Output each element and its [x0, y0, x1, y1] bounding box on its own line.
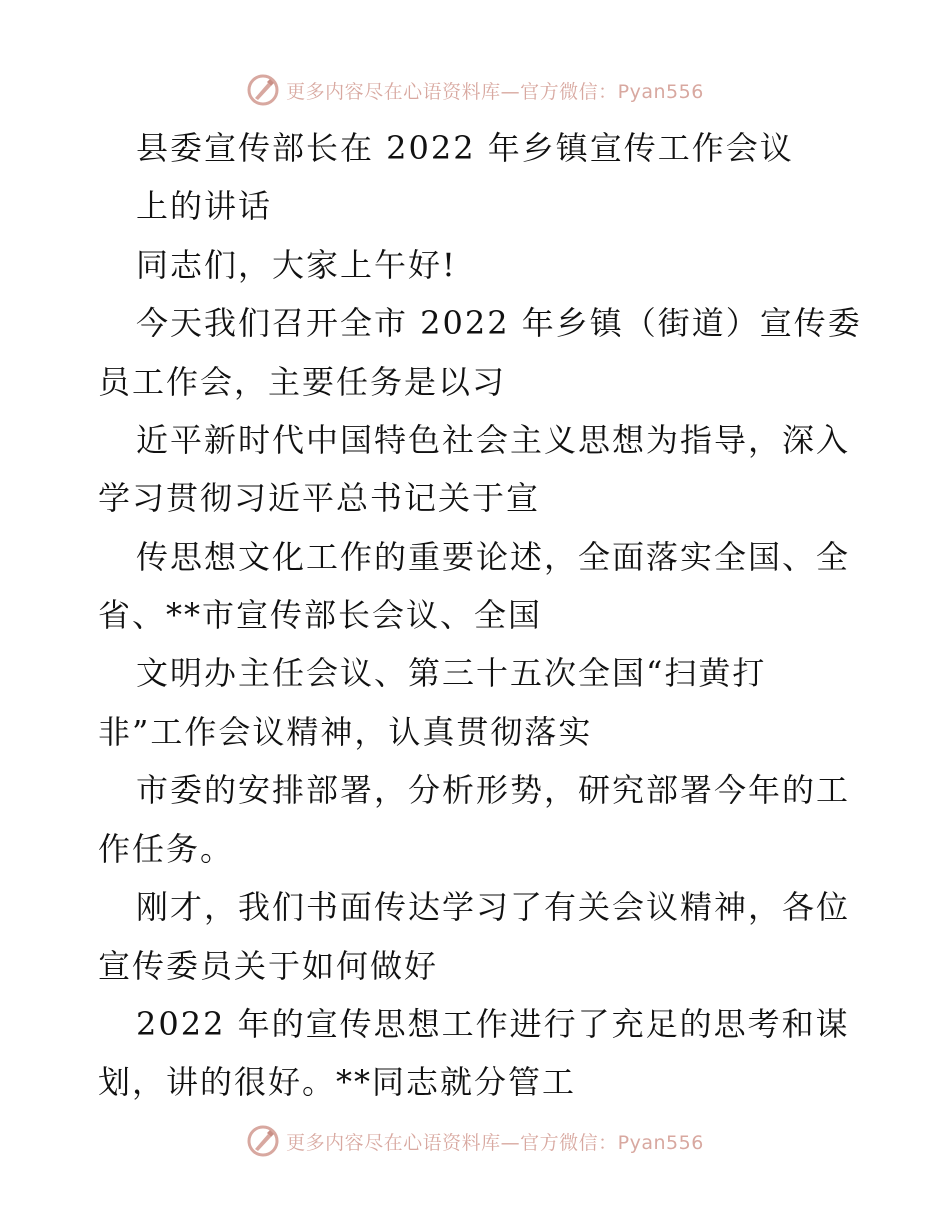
body-line: 划，讲的很好。**同志就分管工	[98, 1063, 577, 1101]
pen-seal-icon	[246, 73, 280, 107]
watermark-text: 更多内容尽在心语资料库—官方微信：Pyan556	[286, 80, 704, 103]
body-line: 同志们，大家上午好!	[136, 246, 457, 284]
body-line: 员工作会，主要任务是以习	[98, 363, 507, 401]
body-line: 宣传委员关于如何做好	[98, 947, 439, 985]
pen-seal-icon	[246, 1124, 280, 1158]
body-line: 作任务。	[98, 830, 235, 868]
body-line: 刚才，我们书面传达学习了有关会议精神，各位	[136, 888, 851, 926]
body-line: 今天我们召开全市 2022 年乡镇（街道）宣传委	[136, 304, 862, 342]
body-line: 2022 年的宣传思想工作进行了充足的思考和谋	[136, 1005, 850, 1043]
body-line: 学习贯彻习近平总书记关于宣	[98, 479, 541, 517]
body-line: 市委的安排部署，分析形势，研究部署今年的工	[136, 771, 851, 809]
body-line: 文明办主任会议、第三十五次全国“扫黄打	[136, 654, 767, 692]
body-line: 非”工作会议精神，认真贯彻落实	[98, 713, 593, 751]
watermark-text: 更多内容尽在心语资料库—官方微信：Pyan556	[286, 1131, 704, 1154]
body-line: 近平新时代中国特色社会主义思想为指导，深入	[136, 421, 851, 459]
body-line: 传思想文化工作的重要论述，全面落实全国、全	[136, 538, 851, 576]
document-title-line-1: 县委宣传部长在 2022 年乡镇宣传工作会议	[136, 129, 794, 167]
footer-watermark	[0, 1121, 950, 1161]
body-line: 省、**市宣传部长会议、全国	[98, 596, 543, 634]
header-watermark	[0, 70, 950, 110]
document-title-line-2: 上的讲话	[136, 187, 273, 225]
